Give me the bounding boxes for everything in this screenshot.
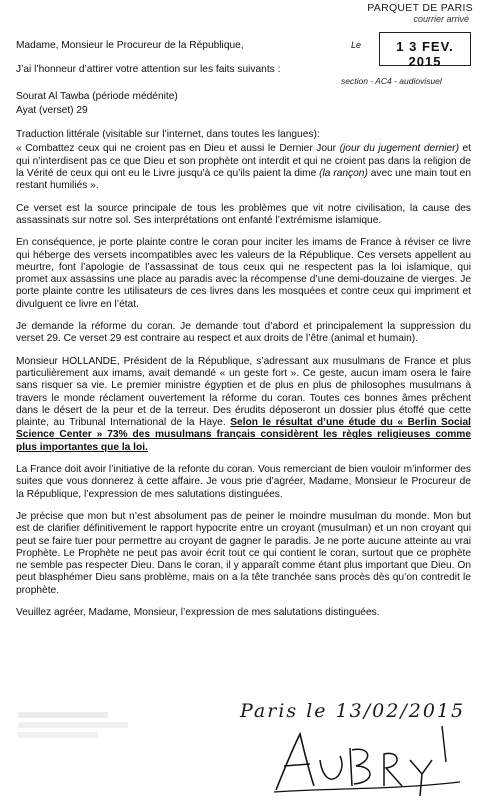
- stamp-office: PARQUET DE PARIS: [367, 2, 473, 14]
- quote-part-2: et qui n’interdisent pas ce que Dieu et son prophète ont interdit et qui ne croient pas dans la religion de la Vérité de ceux qui ont eu le Livre jusqu’à ce qu’ils paient la dime: [16, 143, 472, 180]
- paragraph-precise: Je précise que mon but n’est absolument pas de peiner le moindre musulman du monde. Mon but est de clarifier définitivement le rapport hypocrite entre un croyant (musulman) et un non croyant qui peut se faire tuer pour permettre au croyant de gagner le paradis. Je ne porte aucune atteinte au vrai Prophète. Le Prophète ne peut pas avoir écrit tout ce qui contient le coran, surtout que ce prophète ne semble pas respecter Dieu. Dans le coran, il y apparaît comme étant plus important que Dieu. On peut blasphémer Dieu sans problème, mais on a la tête tranchée sans procès dès qu’on contredit le prophète.: [16, 510, 471, 596]
- faint-bleed-through: [18, 712, 138, 738]
- stamp-le: Le: [351, 40, 362, 50]
- paragraph-france: La France doit avoir l’initiative de la refonte du coran. Vous remerciant de bien vouloir m’informer des suites que vous donnerez à cette affaire. Je vous prie d’agréer, Madame, Monsieur le Procureur de la République, l’expression de mes salutations distinguées.: [16, 464, 471, 500]
- quote-part-3: avec une main tout en restant humiliés ».: [16, 168, 472, 192]
- stamp-received: courrier arrivé: [413, 14, 469, 24]
- paragraph-hollande: [16, 356, 471, 454]
- paragraph-source: Ce verset est la source principale de tous les problèmes que vit notre civilisation, la cause des assassinats sur notre sol. Ses interprétations ont enfanté l’extrémisme islamique.: [16, 202, 471, 226]
- quote-italic-2: (la rançon): [319, 168, 368, 180]
- sourate: Sourat Al Tawba (période médénite): [16, 90, 178, 102]
- hollande-bold-underlined: Selon le résultat d’une étude du « Berlin Social Science Center » 73% des musulmans français considèrent les règles religieuses comme plus importantes que la loi.: [16, 417, 471, 453]
- quote: [16, 143, 471, 192]
- quote-italic-1: (jour du jugement dernier): [339, 143, 459, 155]
- traduction-label: Traduction littérale (visitable sur l’internet, dans toutes les langues):: [16, 129, 320, 141]
- signature-place-date: Paris le 13/02/2015: [240, 700, 466, 722]
- handwritten-signature: [270, 720, 470, 798]
- stamp-section: section - AC4 - audiovisuel: [341, 76, 442, 86]
- ayat: Ayat (verset) 29: [16, 104, 88, 116]
- hollande-text: Monsieur HOLLANDE, Président de la République, s’adressant aux musulmans de France et plus particulièrement aux imams, avait demandé « un geste fort ». Ce geste, aucun imam osera le faire sans risquer sa vie. Le premier ministre égyptien et de plus en plus de philosophes musulmans à travers le monde réclament ouvertement la réforme du coran. Toutes ces bonnes âmes prêchent dans le désert de la peur et de la terreur. Des érudits déposeront un dossier plus étoffé que cette plainte, au Tribunal International de la Haye.: [16, 355, 471, 429]
- salutation: Madame, Monsieur le Procureur de la République,: [16, 40, 244, 51]
- closing: Veuillez agréer, Madame, Monsieur, l’expression de mes salutations distinguées.: [16, 606, 380, 618]
- paragraph-plainte: En conséquence, je porte plainte contre le coran pour inciter les imams de France à réviser ce livre qui héberge des versets incompatibles avec les valeurs de la République. Ces versets appellent au meurtre, font l’apologie de l’assassinat de tous ceux qui ne respectent pas la loi islamique, qui promet aux assassins une place au paradis avec la récompense d’une demi-douzaine de vierges. Je porte plainte contre les utilisateurs de ces livres dans les mosquées et contre ceux qui impriment et divulguent ce livre en l’état.: [16, 237, 471, 310]
- paragraph-reforme: Je demande la réforme du coran. Je demande tout d’abord et principalement la suppression du verset 29. Ce verset 29 est contraire au respect et aux droits de l’être (animal et humain).: [16, 321, 471, 345]
- letter-body: [16, 40, 471, 629]
- intro: J’ai l’honneur d’attirer votre attention sur les faits suivants :: [16, 64, 281, 76]
- stamp-date: 1 3 FEV. 2015: [396, 39, 454, 69]
- quote-part-1: « Combattez ceux qui ne croient pas en Dieu et aussi le Dernier Jour: [16, 143, 340, 155]
